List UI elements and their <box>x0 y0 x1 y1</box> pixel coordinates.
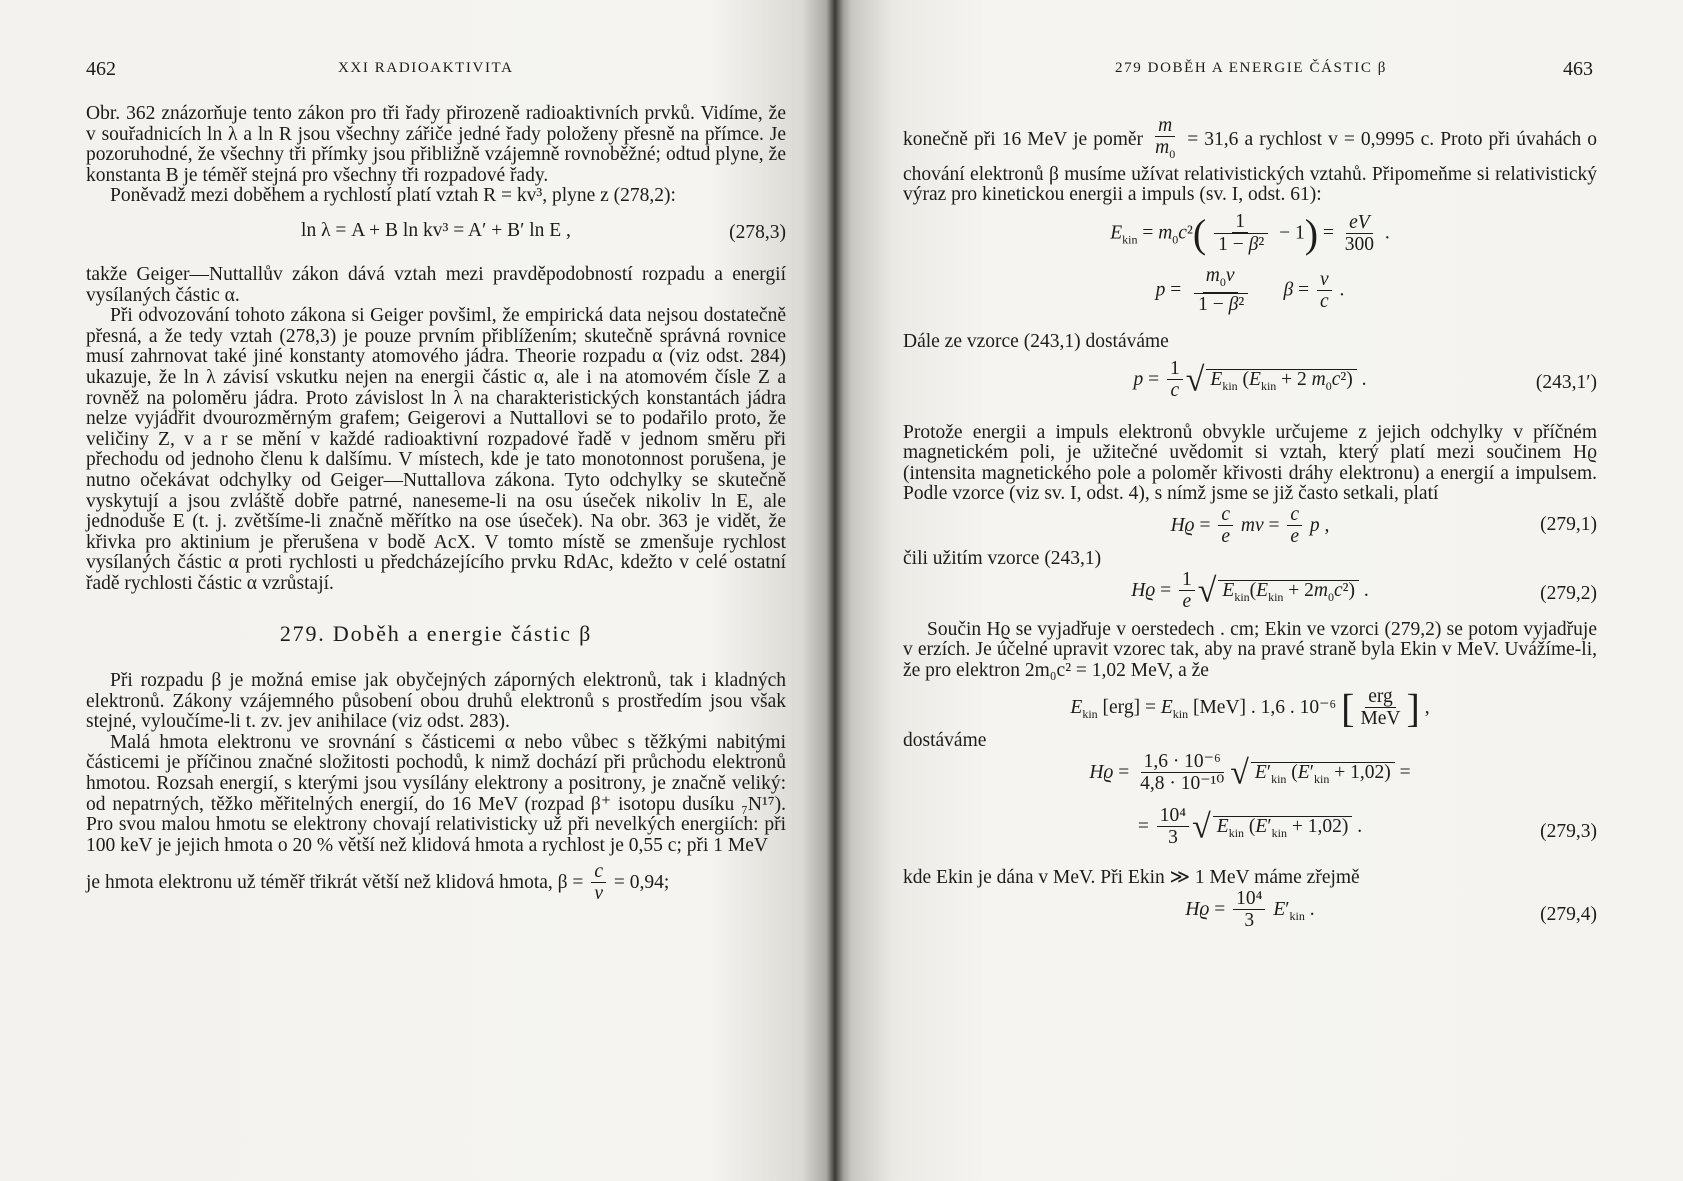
equation-number: (279,1) <box>1540 514 1597 536</box>
paragraph: Dále ze vzorce (243,1) dostáváme <box>903 331 1169 353</box>
fraction-c-over-v: $\frac{c}{v}$ <box>591 862 606 905</box>
fraction-m-over-m0: $\frac{m}{m_0}$ <box>1155 115 1176 161</box>
page-number: 463 <box>1563 58 1593 80</box>
paragraph: Součin Hϱ se vyjadřuje v oerstedech . cm; Ekin ve vzorci (279,2) se potom vyjadřuje v erzích. Je účelné upravit vzorec tak, aby na pravé straně byla Ekin v MeV. Uvážíme-li, že pro elektron 2m₀c² = 1,02 MeV, a že <box>903 618 1597 681</box>
paragraph: dostáváme <box>903 730 987 752</box>
paragraph-with-formula <box>86 862 786 905</box>
equation-278-3 <box>86 211 786 257</box>
book-gutter <box>826 0 844 1181</box>
paragraph-with-formula <box>903 116 1597 206</box>
paragraph: čili užitím vzorce (243,1) <box>903 548 1102 570</box>
equation-unit-conversion: $E_{kin}$ $[erg] = E_{kin}$ [MeV] . 1,6 . 10⁻⁶ [ $\frac{\text{erg}}{\text{MeV}}$ ] , <box>1070 685 1430 731</box>
equation-number: (243,1′) <box>1535 371 1597 393</box>
paragraph: Při odvozování tohoto zákona si Geiger povšiml, že empirická data nejsou dostatečně přesná, a že tedy vztah (278,3) je pouze prvním přiblížením; skutečně správná rovnice musí zahrnovat také jiné konstanty atomového jádra. Theorie rozpadu α (viz odst. 284) ukazuje, že ln λ závisí vskutku nejen na energii částic α, ale i na atomovém čísle Z a rovněž na poloměru jádra. Proto závislost ln λ na charakteristických konstantách jádra nelze vyjádřit dvourozměrným grafem; Geigerovi a Nuttallovi se to podařilo proto, že veličiny Z, v a r se mění v každé radioaktivní rozpadové řadě v jednom směru při přechodu od jednoho členu k dalšímu. V místech, kde je tato monotonnost porušena, je nutno očekávat odchylky od Geiger—Nuttallova zákona. Tyto odchylky se skutečně vyskytují a jsou zvláště dobře patrné, naneseme-li na osu úseček nikoliv ln E, ale jednoduše E (t. j. zvětšíme-li značně měřítko na ose úseček). Na obr. 363 je vidět, že křivka pro aktinium je přerušena v bodě AcX. V tomto místě se zmenšuje rychlost vysílaných částic α proti rychlosti u předcházejícího prvku RdAc, kdežto v celé ostatní řadě rychlosti částic α vzrůstají. <box>86 305 786 594</box>
section-heading: 279. Doběh a energie částic β <box>279 621 593 647</box>
running-head: XXI RADIOAKTIVITA <box>338 60 514 76</box>
text: = 0,94; <box>613 872 670 894</box>
paragraph: takže Geiger—Nuttallův zákon dává vztah mezi pravděpodobností rozpadu a energií vysílaných částic α. <box>86 263 786 306</box>
paragraph: Obr. 362 znázorňuje tento zákon pro tři řady přirozeně radioaktivních prvků. Vidíme, že v souřadnicích ln λ a ln R jsou všechny zářiče jedné řady položeny přesně na přímce. Je pozoruhodné, že všechny tři přímky jsou přibližně vzájemně rovnoběžné; odtud plyne, že konstanta B je téměř stejná pro všechny tři rozpadové řady. <box>86 103 786 186</box>
text: konečně při 16 MeV je poměr <box>903 128 1144 150</box>
left-page <box>0 0 835 1181</box>
equation-ekin: $E_{kin} = m_0c^2$( $\frac{1}{\text{1 − β²}}$ − 1) = $\frac{eV}{300}$ . <box>1110 211 1390 257</box>
equation-number: (278,3) <box>729 221 786 243</box>
equation-279-1: Hϱ = $\frac{c}{e}$ mv = $\frac{c}{e}$ p , (279,1) <box>1170 504 1597 548</box>
equation-279-3b: = $\frac{\text{10⁴}}{3}$ √ $E_{kin}$ $(E'_{kin} + 1,02)$ . (279,3) <box>1137 805 1597 849</box>
paragraph: Protože energii a impuls elektronů obvykle určujeme z jejich odchylky v příčném magnetickém poli, je užitečné uvědomit si vztah, který platí mezi součinem Hϱ (intensita magnetického pole a poloměr křivosti dráhy elektronu) a energií a impulsem. Podle vzorce (viz sv. I, odst. 4), s nímž jsme se již často setkali, platí <box>903 421 1597 505</box>
equation-279-4: Hϱ = $\frac{\text{10⁴}}{3}$ $E'_{kin}$ . (279,4) <box>1185 887 1597 931</box>
right-page <box>835 0 1683 1181</box>
left-text-column <box>86 104 786 905</box>
equation-number: (279,4) <box>1540 903 1597 925</box>
page-number: 462 <box>86 58 116 80</box>
equation-number: (279,2) <box>1540 582 1597 604</box>
paragraph: kde Ekin je dána v MeV. Při Ekin ≫ 1 MeV máme zřejmě <box>903 867 1360 889</box>
equation-243-1p: p = $\frac{1}{c}$ √ $E_{kin}$ ($E_{kin} + 2$ $m_0c^2$) . (243,1′) <box>1133 357 1597 401</box>
paragraph: Poněvadž mezi doběhem a rychlostí platí vztah R = kv³, plyne z (278,2): <box>110 185 676 207</box>
equation-momentum: p = $\frac{m_0v}{\text{1 − β²}}$ β = $\frac{v}{c}$ . <box>1155 265 1345 315</box>
running-head: 279 DOBĚH A ENERGIE ČÁSTIC β <box>1115 60 1388 76</box>
text: je hmota elektronu už téměř třikrát větší než klidová hmota, β = <box>86 872 584 894</box>
paragraph: Při rozpadu β je možná emise jak obyčejných záporných elektronů, tak i kladných elektronů. Zákony vzájemného působení obou druhů elektronů s prostředím jsou však stejné, vyloučíme-li t. zv. jev anihilace (viz odst. 283). <box>86 670 786 733</box>
equation-279-3a: Hϱ = $\frac{\text{1,6 · 10⁻⁶}}{\text{4,8 · 10⁻¹⁰}}$ √ $E'_{kin}$ $(E'_{kin} + 1,02)$ = <box>1089 751 1411 795</box>
equation-body: ln λ = A + B ln kv³ = A′ + B′ ln E , <box>301 219 571 241</box>
text: úvahách o chování elektronů β musíme užívat relativistických vztahů. Připomeňme si relativistický výraz pro kinetickou energii a impuls (sv. I, odst. 61): <box>903 128 1598 206</box>
text: = 31,6 a rychlost v = 0,9995 c. Proto při <box>1187 128 1511 150</box>
equation-279-2: Hϱ = $\frac{1}{e}$ √ $E_{kin}(E_{kin} + 2m_0c^2)$ . (279,2) <box>1131 568 1597 612</box>
equation-number: (279,3) <box>1540 821 1597 843</box>
right-text-column <box>903 116 1597 943</box>
paragraph: Malá hmota elektronu ve srovnání s částicemi α nebo vůbec s těžkými nabitými částicemi je příčinou značné složitosti pochodů, k nimž dochází při průchodu elektronů hmotou. Rozsah energií, s kterými jsou vysílány elektrony a positrony, je značně veliký: od nepatrných, těžko měřitelných energií, do 16 MeV (rozpad β⁺ isotopu dusíku ₇N¹⁷). Pro svou malou hmotu se elektrony chovají relativisticky už při nevelkých energiích: při 100 keV je jejich hmota o 20 % větší než klidová hmota a rychlost je 0,55 c; při 1 MeV <box>86 731 786 856</box>
